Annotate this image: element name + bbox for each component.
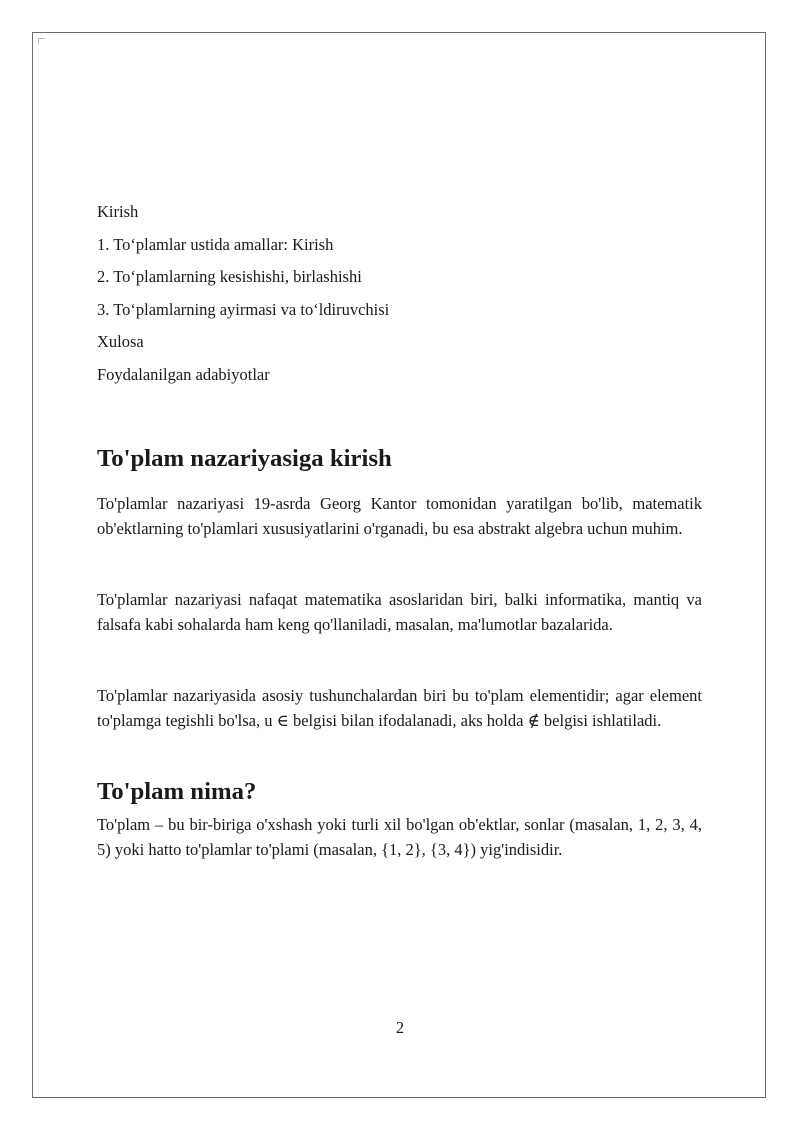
paragraph-1: To'plamlar nazariyasi 19-asrda Georg Kantor tomonidan yaratilgan bo'lib, matematik ob'ektlarning to'plamlari xususiyatlarini o'rganadi, bu esa abstrakt algebra uchun muhim. — [97, 494, 702, 538]
section-heading-what-is-set: To'plam nima? — [97, 778, 257, 805]
toc-item-3: 3. To‘plamlarning ayirmasi va to‘ldiruvchisi — [97, 299, 390, 319]
paragraph-2: To'plamlar nazariyasi nafaqat matematika asoslaridan biri, balki informatika, mantiq va falsafa kabi sohalarda ham keng qo'llaniladi, masalan, ma'lumotlar bazalarida. — [97, 590, 702, 634]
paragraph-3: To'plamlar nazariyasida asosiy tushunchalardan biri bu to'plam elementidir; agar element to'plamga tegishli bo'lsa, u ∈ belgisi bilan ifodalanadi, aks holda ∉ belgisi ishlatiladi. — [97, 686, 702, 730]
page-content — [97, 199, 702, 862]
toc-item-references: Foydalanilgan adabiyotlar — [97, 364, 270, 384]
page-number: 2 — [395, 1018, 405, 1037]
table-of-contents — [97, 199, 702, 394]
page-corner-mark — [38, 38, 45, 45]
toc-item-2: 2. To‘plamlarning kesishishi, birlashishi — [97, 267, 362, 286]
toc-item-1: 1. To‘plamlar ustida amallar: Kirish — [97, 234, 334, 254]
paragraph-4: To'plam – bu bir-biriga o'xshash yoki turli xil bo'lgan ob'ektlar, sonlar (masalan, 1, 2, 3, 4, 5) yoki hatto to'plamlar to'plami (masalan, {1, 2}, {3, 4}) yig'indisidir. — [97, 815, 702, 859]
toc-item-conclusion: Xulosa — [97, 332, 144, 351]
section-heading-intro: To'plam nazariyasiga kirish — [97, 445, 392, 472]
toc-item-intro: Kirish — [97, 202, 139, 221]
